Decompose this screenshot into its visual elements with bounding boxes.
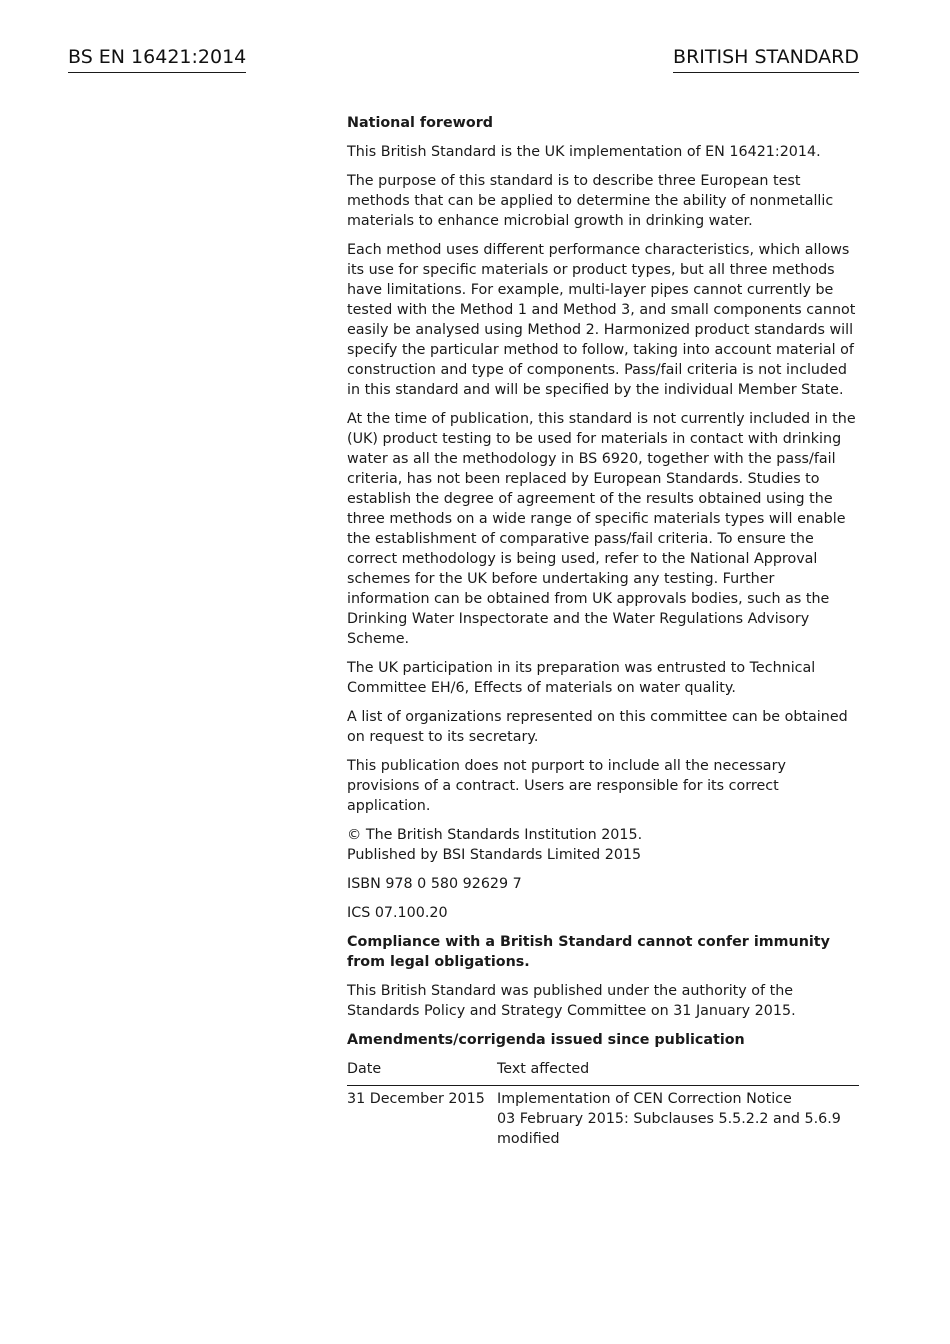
amendment-text-line: 03 February 2015: Subclauses 5.5.2.2 and 5.6.9 modified — [497, 1111, 841, 1147]
column-header-text-affected: Text affected — [497, 1059, 859, 1086]
amendment-text-line: Implementation of CEN Correction Notice — [497, 1091, 792, 1107]
compliance-notice: Compliance with a British Standard cannot confer immunity from legal obligations. — [347, 934, 830, 970]
copyright-block — [347, 825, 859, 865]
paragraph-organizations: A list of organizations represented on this committee can be obtained on request to its secretary. — [347, 709, 848, 745]
authority-statement: This British Standard was published under the authority of the Standards Policy and Strategy Committee on 31 January 2015. — [347, 983, 796, 1019]
section-title: National foreword — [347, 115, 493, 131]
paragraph-methods: Each method uses different performance characteristics, which allows its use for specific materials or product types, but all three methods have limitations. For example, multi-layer pipes cannot currently be tested with the Method 1 and Method 3, and small components cannot easily be analysed using Method 2. Harmonized product standards will specify the particular method to follow, taking into account material of construction and type of components. Pass/fail criteria is not included in this standard and will be specified by the individual Member State. — [347, 242, 856, 398]
amendment-text — [497, 1086, 859, 1150]
publisher-line: Published by BSI Standards Limited 2015 — [347, 847, 642, 863]
publisher-label: BRITISH STANDARD — [673, 45, 859, 73]
paragraph-publication-status: At the time of publication, this standard is not currently included in the (UK) product testing to be used for materials in contact with drinking water as all the methodology in BS 6920, together with the pass/fail criteria, has not been replaced by European Standards. Studies to establish the degree of agreement of the results obtained using the three methods on a wide range of specific materials types will enable the establishment of comparative pass/fail criteria. To ensure the correct methodology is being used, refer to the National Approval schemes for the UK before undertaking any testing. Further information can be obtained from UK approvals bodies, such as the Drinking Water Inspectorate and the Water Regulations Advisory Scheme. — [347, 411, 856, 647]
column-header-date: Date — [347, 1059, 497, 1086]
national-foreword — [347, 113, 859, 1149]
isbn: ISBN 978 0 580 92629 7 — [347, 876, 522, 892]
paragraph-provisions: This publication does not purport to include all the necessary provisions of a contract. Users are responsible for its correct application. — [347, 758, 786, 814]
amendments-table — [347, 1059, 859, 1149]
amendment-date: 31 December 2015 — [347, 1091, 485, 1107]
amendments-title: Amendments/corrigenda issued since publication — [347, 1032, 745, 1048]
table-row — [347, 1086, 859, 1150]
paragraph-purpose: The purpose of this standard is to describe three European test methods that can be applied to determine the ability of nonmetallic materials to enhance microbial growth in drinking water. — [347, 173, 834, 229]
copyright-line: © The British Standards Institution 2015. — [347, 827, 643, 843]
table-header-row — [347, 1059, 859, 1086]
paragraph-implementation: This British Standard is the UK implementation of EN 16421:2014. — [347, 144, 821, 160]
document-code: BS EN 16421:2014 — [68, 45, 246, 73]
paragraph-committee: The UK participation in its preparation was entrusted to Technical Committee EH/6, Effects of materials on water quality. — [347, 660, 816, 696]
ics-code: ICS 07.100.20 — [347, 905, 448, 921]
